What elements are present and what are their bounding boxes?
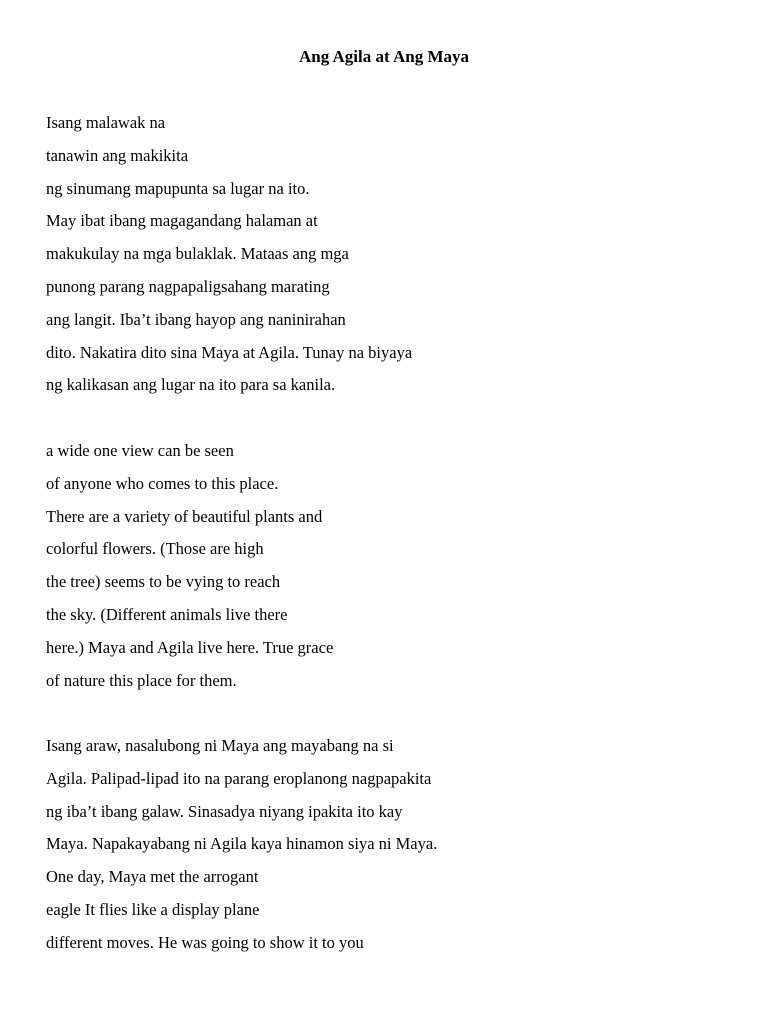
paragraph-story-begin <box>46 735 726 965</box>
text-line: Agila. Palipad-lipad ito na parang eroplanong nagpapakita <box>46 768 432 788</box>
text-line: of nature this place for them. <box>46 670 237 690</box>
text-line: the tree) seems to be vying to reach <box>46 572 281 592</box>
text-line: makukulay na mga bulaklak. Mataas ang mga <box>46 244 349 264</box>
text-line: a wide one view can be seen <box>46 441 234 460</box>
paragraph-tagalog-intro <box>46 112 726 407</box>
text-line: colorful flowers. (Those are high <box>46 539 264 559</box>
text-line: different moves. He was going to show it to you <box>46 932 364 952</box>
text-line: of anyone who comes to this place. <box>46 473 279 493</box>
text-line: the sky. (Different animals live there <box>46 604 288 624</box>
paragraph-english-intro <box>46 440 726 702</box>
text-line: eagle It flies like a display plane <box>46 899 260 919</box>
text-line: Maya. Napakayabang ni Agila kaya hinamon siya ni Maya. <box>46 834 438 854</box>
text-line: ng iba’t ibang galaw. Sinasadya niyang ipakita ito kay <box>46 801 403 821</box>
text-line: tanawin ang makikita <box>46 145 189 165</box>
text-line: ng sinumang mapupunta sa lugar na ito. <box>46 178 310 198</box>
text-line: punong parang nagpapaligsahang marating <box>46 276 330 296</box>
text-line: Isang araw, nasalubong ni Maya ang mayabang na si <box>46 736 394 755</box>
text-line: ng kalikasan ang lugar na ito para sa kanila. <box>46 375 336 395</box>
text-line: here.) Maya and Agila live here. True grace <box>46 637 334 657</box>
text-line: Isang malawak na <box>46 113 166 132</box>
document-title: Ang Agila at Ang Maya <box>298 47 470 66</box>
text-line: One day, Maya met the arrogant <box>46 867 259 887</box>
text-line: dito. Nakatira dito sina Maya at Agila. Tunay na biyaya <box>46 342 413 362</box>
text-line: ang langit. Iba’t ibang hayop ang naninirahan <box>46 309 346 329</box>
text-line: There are a variety of beautiful plants and <box>46 506 323 526</box>
text-line: May ibat ibang magagandang halaman at <box>46 211 318 231</box>
